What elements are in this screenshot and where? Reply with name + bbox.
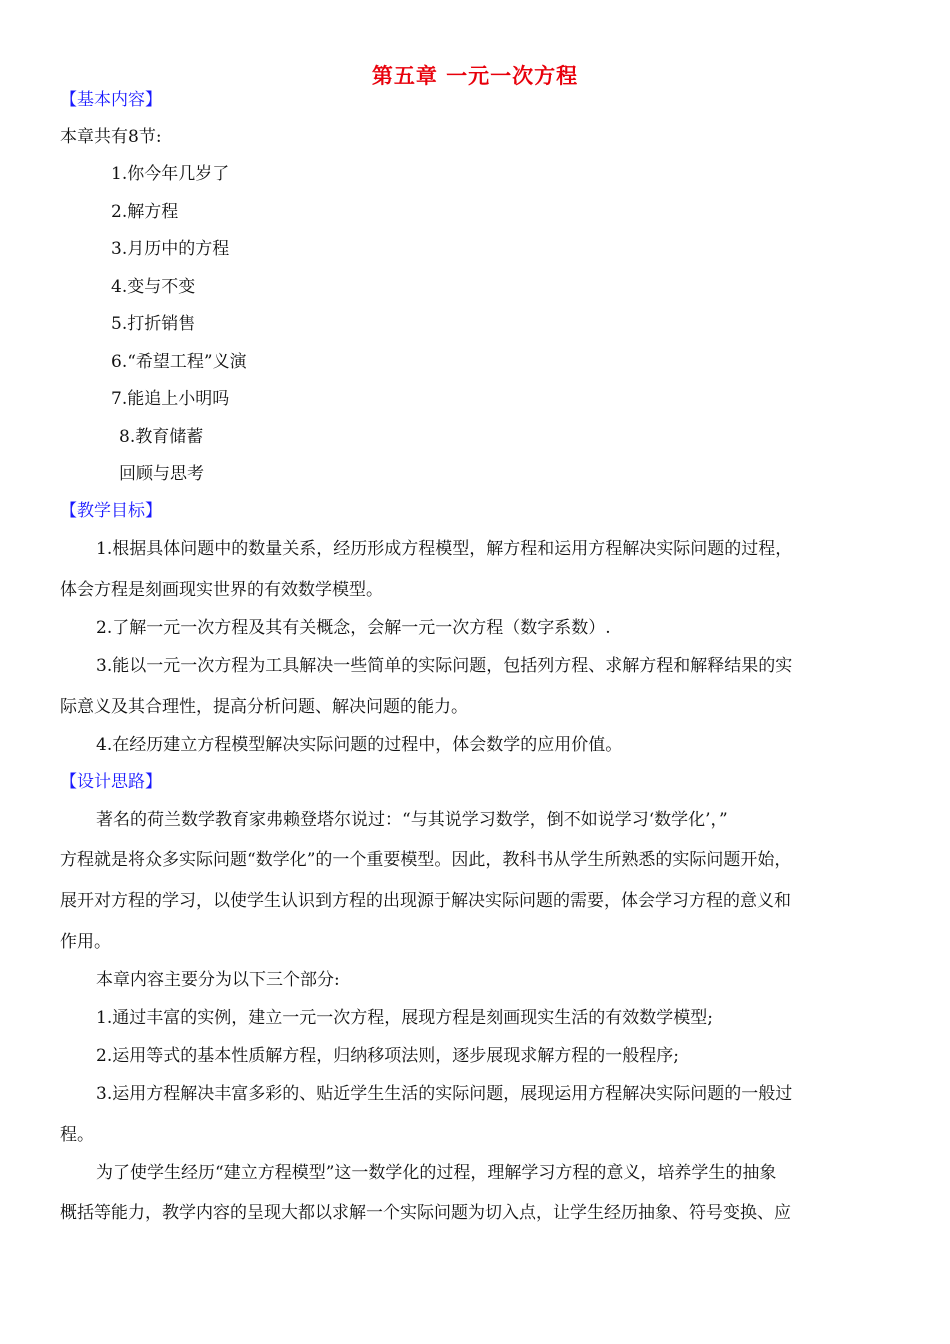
section-item: 7.能追上小明吗	[111, 389, 230, 409]
section-item: 8.教育储蓄	[119, 427, 204, 447]
goal-line: 际意义及其合理性，提高分析问题、解决问题的能力。	[60, 697, 468, 717]
goal-line: 1.根据具体问题中的数量关系，经历形成方程模型，解方程和运用方程解决实际问题的过程，	[96, 539, 793, 559]
design-line: 著名的荷兰数学教育家弗赖登塔尔说过：“与其说学习数学，倒不如说学习‘数学化’，”	[96, 810, 728, 830]
chapter-title: 第五章 一元一次方程	[371, 64, 579, 88]
heading-basic-content: 【基本内容】	[60, 90, 162, 110]
section-item: 2.解方程	[111, 202, 179, 222]
design-line: 作用。	[60, 932, 111, 952]
section-item: 回顾与思考	[119, 464, 204, 484]
heading-teaching-goals: 【教学目标】	[60, 501, 162, 521]
section-item: 4.变与不变	[111, 277, 196, 297]
design-line: 1.通过丰富的实例，建立一元一次方程，展现方程是刻画现实生活的有效数学模型;	[96, 1008, 713, 1028]
goal-line: 体会方程是刻画现实世界的有效数学模型。	[60, 580, 383, 600]
design-line: 2.运用等式的基本性质解方程，归纳移项法则，逐步展现求解方程的一般程序;	[96, 1046, 679, 1066]
goal-line: 2.了解一元一次方程及其有关概念，会解一元一次方程（数字系数）.	[96, 618, 611, 638]
design-line: 本章内容主要分为以下三个部分:	[96, 970, 340, 990]
basic-intro: 本章共有8节:	[60, 127, 162, 147]
design-line: 方程就是将众多实际问题“数学化”的一个重要模型。因此，教科书从学生所熟悉的实际问题开始，	[60, 850, 792, 870]
heading-design-ideas: 【设计思路】	[60, 772, 162, 792]
design-line: 3.运用方程解决丰富多彩的、贴近学生生活的实际问题，展现运用方程解决实际问题的一般过	[96, 1084, 793, 1104]
section-item: 1.你今年几岁了	[111, 164, 230, 184]
goal-line: 4.在经历建立方程模型解决实际问题的过程中，体会数学的应用价值。	[96, 735, 623, 755]
design-line: 为了使学生经历“建立方程模型”这一数学化的过程，理解学习方程的意义，培养学生的抽象	[96, 1163, 777, 1183]
design-line: 概括等能力，教学内容的呈现大都以求解一个实际问题为切入点，让学生经历抽象、符号变换、应	[60, 1203, 791, 1223]
goal-line: 3.能以一元一次方程为工具解决一些简单的实际问题，包括列方程、求解方程和解释结果的实	[96, 656, 793, 676]
design-line: 展开对方程的学习，以使学生认识到方程的出现源于解决实际问题的需要，体会学习方程的意义和	[60, 891, 791, 911]
design-line: 程。	[60, 1125, 94, 1145]
section-item: 3.月历中的方程	[111, 239, 230, 259]
section-item: 5.打折销售	[111, 314, 196, 334]
section-item: 6.“希望工程”义演	[111, 352, 247, 372]
